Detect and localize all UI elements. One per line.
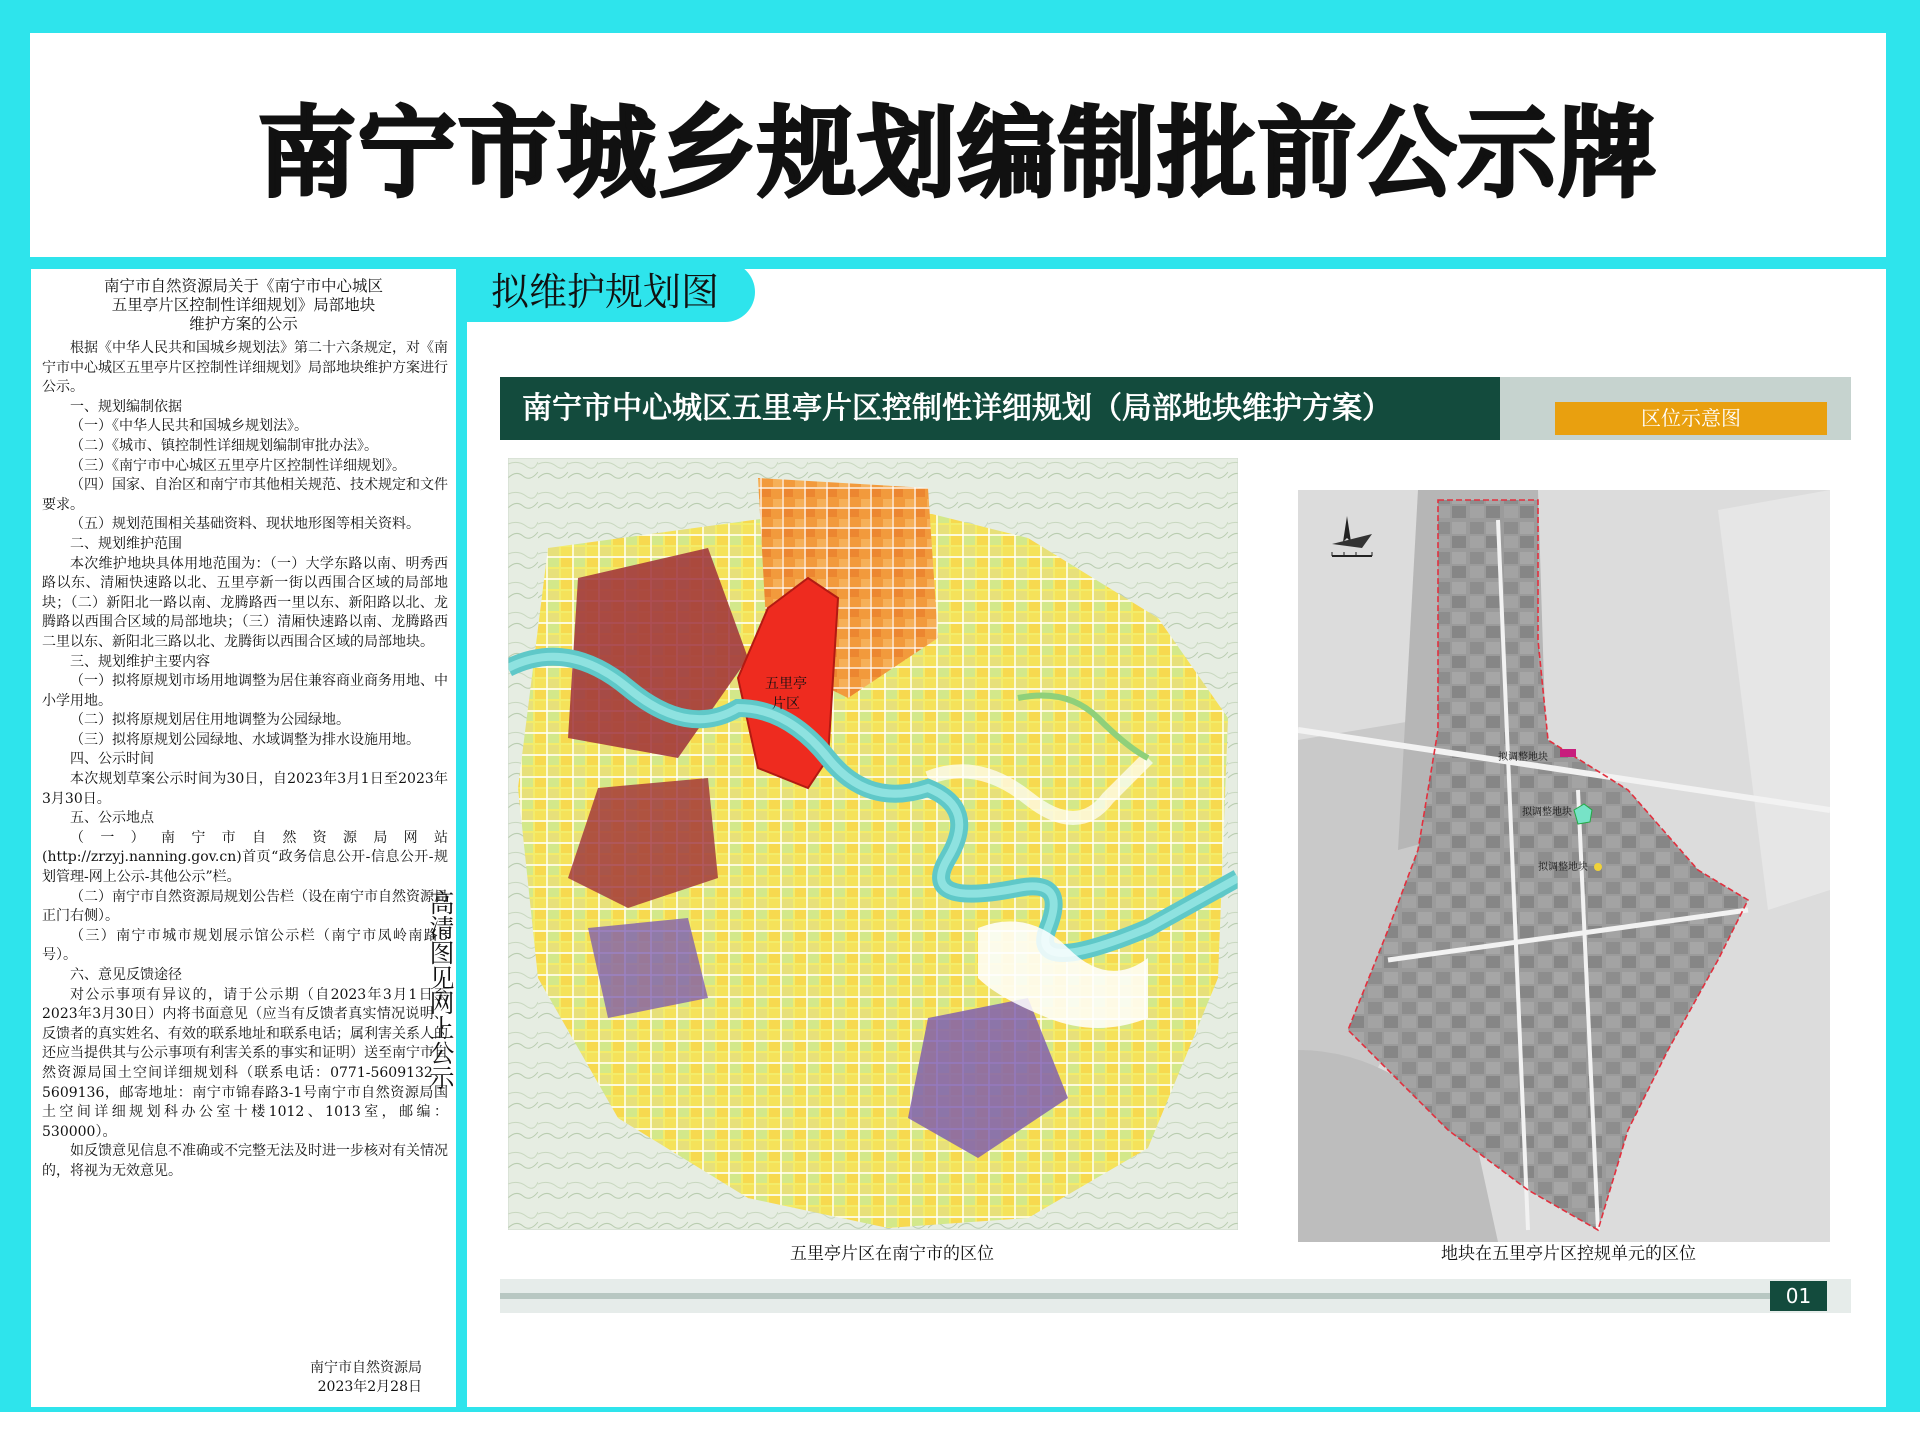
- notice-date: 2023年2月28日: [317, 1379, 422, 1395]
- caption-right: 地块在五里亭片区控规单元的区位: [1441, 1244, 1696, 1264]
- notice-title-line: 南宁市自然资源局关于《南宁市中心城区: [103, 277, 383, 295]
- location-diagram-label: 区位示意图: [1555, 402, 1827, 435]
- map1-area-label-line1: 五里亭: [765, 676, 807, 692]
- notice-title: [41, 277, 446, 334]
- notice-body: [42, 339, 448, 1182]
- sheet-header-title: 南宁市中心城区五里亭片区控制性详细规划（局部地块维护方案）: [500, 377, 1500, 440]
- map2-parcel-label-3: 拟调整地块: [1538, 862, 1588, 873]
- map2-parcel-label-2: 拟调整地块: [1522, 807, 1572, 818]
- north-arrow-icon: [1312, 512, 1382, 582]
- notice-heading: 五、公示地点: [70, 810, 154, 827]
- plan-tag: 拟维护规划图: [465, 262, 755, 322]
- notice-paragraph: （四）国家、自治区和南宁市其他相关规范、技术规定和文件要求。: [42, 477, 448, 513]
- unit-location-map: [1298, 490, 1830, 1242]
- notice-paragraph: 本次规划草案公示时间为30日，自2023年3月1日至2023年3月30日。: [42, 771, 448, 807]
- notice-paragraph: （五）规划范围相关基础资料、现状地形图等相关资料。: [70, 516, 420, 533]
- notice-heading: 二、规划维护范围: [70, 535, 182, 552]
- notice-paragraph: 如反馈意见信息不准确或不完整无法及时进一步核对有关情况的，将视为无效意见。: [42, 1143, 448, 1179]
- notice-signature: 南宁市自然资源局: [310, 1360, 422, 1376]
- vertical-note: 高清图见网上公示: [426, 890, 455, 1090]
- notice-heading: 四、公示时间: [70, 751, 154, 768]
- notice-paragraph: （一）拟将原规划市场用地调整为居住兼容商业商务用地、中小学用地。: [42, 673, 448, 709]
- notice-paragraph: （二）南宁市自然资源局规划公告栏（设在南宁市自然资源局正门右侧）。: [42, 888, 448, 925]
- notice-paragraph: （一）《中华人民共和国城乡规划法》。: [70, 418, 308, 435]
- notice-paragraph: （二）拟将原规划居住用地调整为公园绿地。: [70, 712, 350, 729]
- notice-heading: 六、意见反馈途径: [70, 967, 182, 983]
- notice-paragraph: 根据《中华人民共和国城乡规划法》第二十六条规定，对《南宁市中心城区五里亭片区控制性详细规划》局部地块维护方案进行公示。: [42, 340, 448, 396]
- notice-paragraph: （一）南宁市自然资源局网站(http://zrzyj.nanning.gov.cn)首页“政务信息公开-信息公开-规划管理-网上公示-其他公示”栏。: [42, 829, 448, 886]
- title-panel: [30, 33, 1886, 257]
- map2-parcel-label-1: 拟调整地块: [1498, 752, 1548, 763]
- notice-title-line: 维护方案的公示: [189, 315, 298, 333]
- sheet-header: [500, 377, 1851, 440]
- notice-heading: 三、规划维护主要内容: [70, 653, 210, 670]
- notice-paragraph: 对公示事项有异议的，请于公示期（自2023年3月1日至2023年3月30日）内将书面意见（应当有反馈者真实情况说明、反馈者的真实姓名、有效的联系地址和联系电话；属利害关系人的还应当提供其与公示事项有利害关系的事实和证明）送至南宁市自然资源局国土空间详细规划科（联系电话：0771-5609132、5609136，邮寄地址：南宁市锦春路3-1号南宁市自然资源局国土空间详细规划科办公室十楼1012、1013室，邮编：530000）。: [42, 986, 448, 1140]
- notice-paragraph: （三）南宁市城市规划展示馆公示栏（南宁市凤岭南路3号）。: [42, 927, 448, 964]
- parcel-1-mark: [1560, 749, 1576, 757]
- parcel-3-mark: [1594, 863, 1602, 871]
- city-landuse-map: [508, 458, 1238, 1230]
- notice-title-line: 五里亭片区控制性详细规划》局部地块: [111, 296, 376, 314]
- page-number: 01: [1770, 1281, 1827, 1311]
- sheet-footer: [500, 1279, 1851, 1313]
- notice-paragraph: （二）《城市、镇控制性详细规划编制审批办法》。: [70, 437, 378, 454]
- notice-paragraph: （三）拟将原规划公园绿地、水域调整为排水设施用地。: [70, 731, 420, 748]
- notice-heading: 一、规划编制依据: [70, 398, 182, 415]
- footer-rule: [500, 1293, 1770, 1299]
- notice-panel: [31, 269, 456, 1407]
- bottom-strip: [0, 1412, 1920, 1441]
- caption-left: 五里亭片区在南宁市的区位: [790, 1244, 994, 1264]
- map1-area-label-line2: 片区: [772, 696, 800, 712]
- notice-signature-block: [310, 1359, 422, 1397]
- notice-paragraph: （三）《南宁市中心城区五里亭片区控制性详细规划》。: [70, 457, 406, 474]
- board-title: 南宁市城乡规划编制批前公示牌: [257, 96, 1658, 211]
- notice-paragraph: 本次维护地块具体用地范围为：（一）大学东路以南、明秀西路以东、清厢快速路以北、五里亭新一街以西围合区域的局部地块；（二）新阳北一路以南、龙腾路西一里以东、新阳路以北、龙腾路以西围合区域的局部地块；（三）清厢快速路以南、龙腾路西二里以东、新阳北三路以北、龙腾街以西围合区域的局部地块。: [42, 555, 448, 650]
